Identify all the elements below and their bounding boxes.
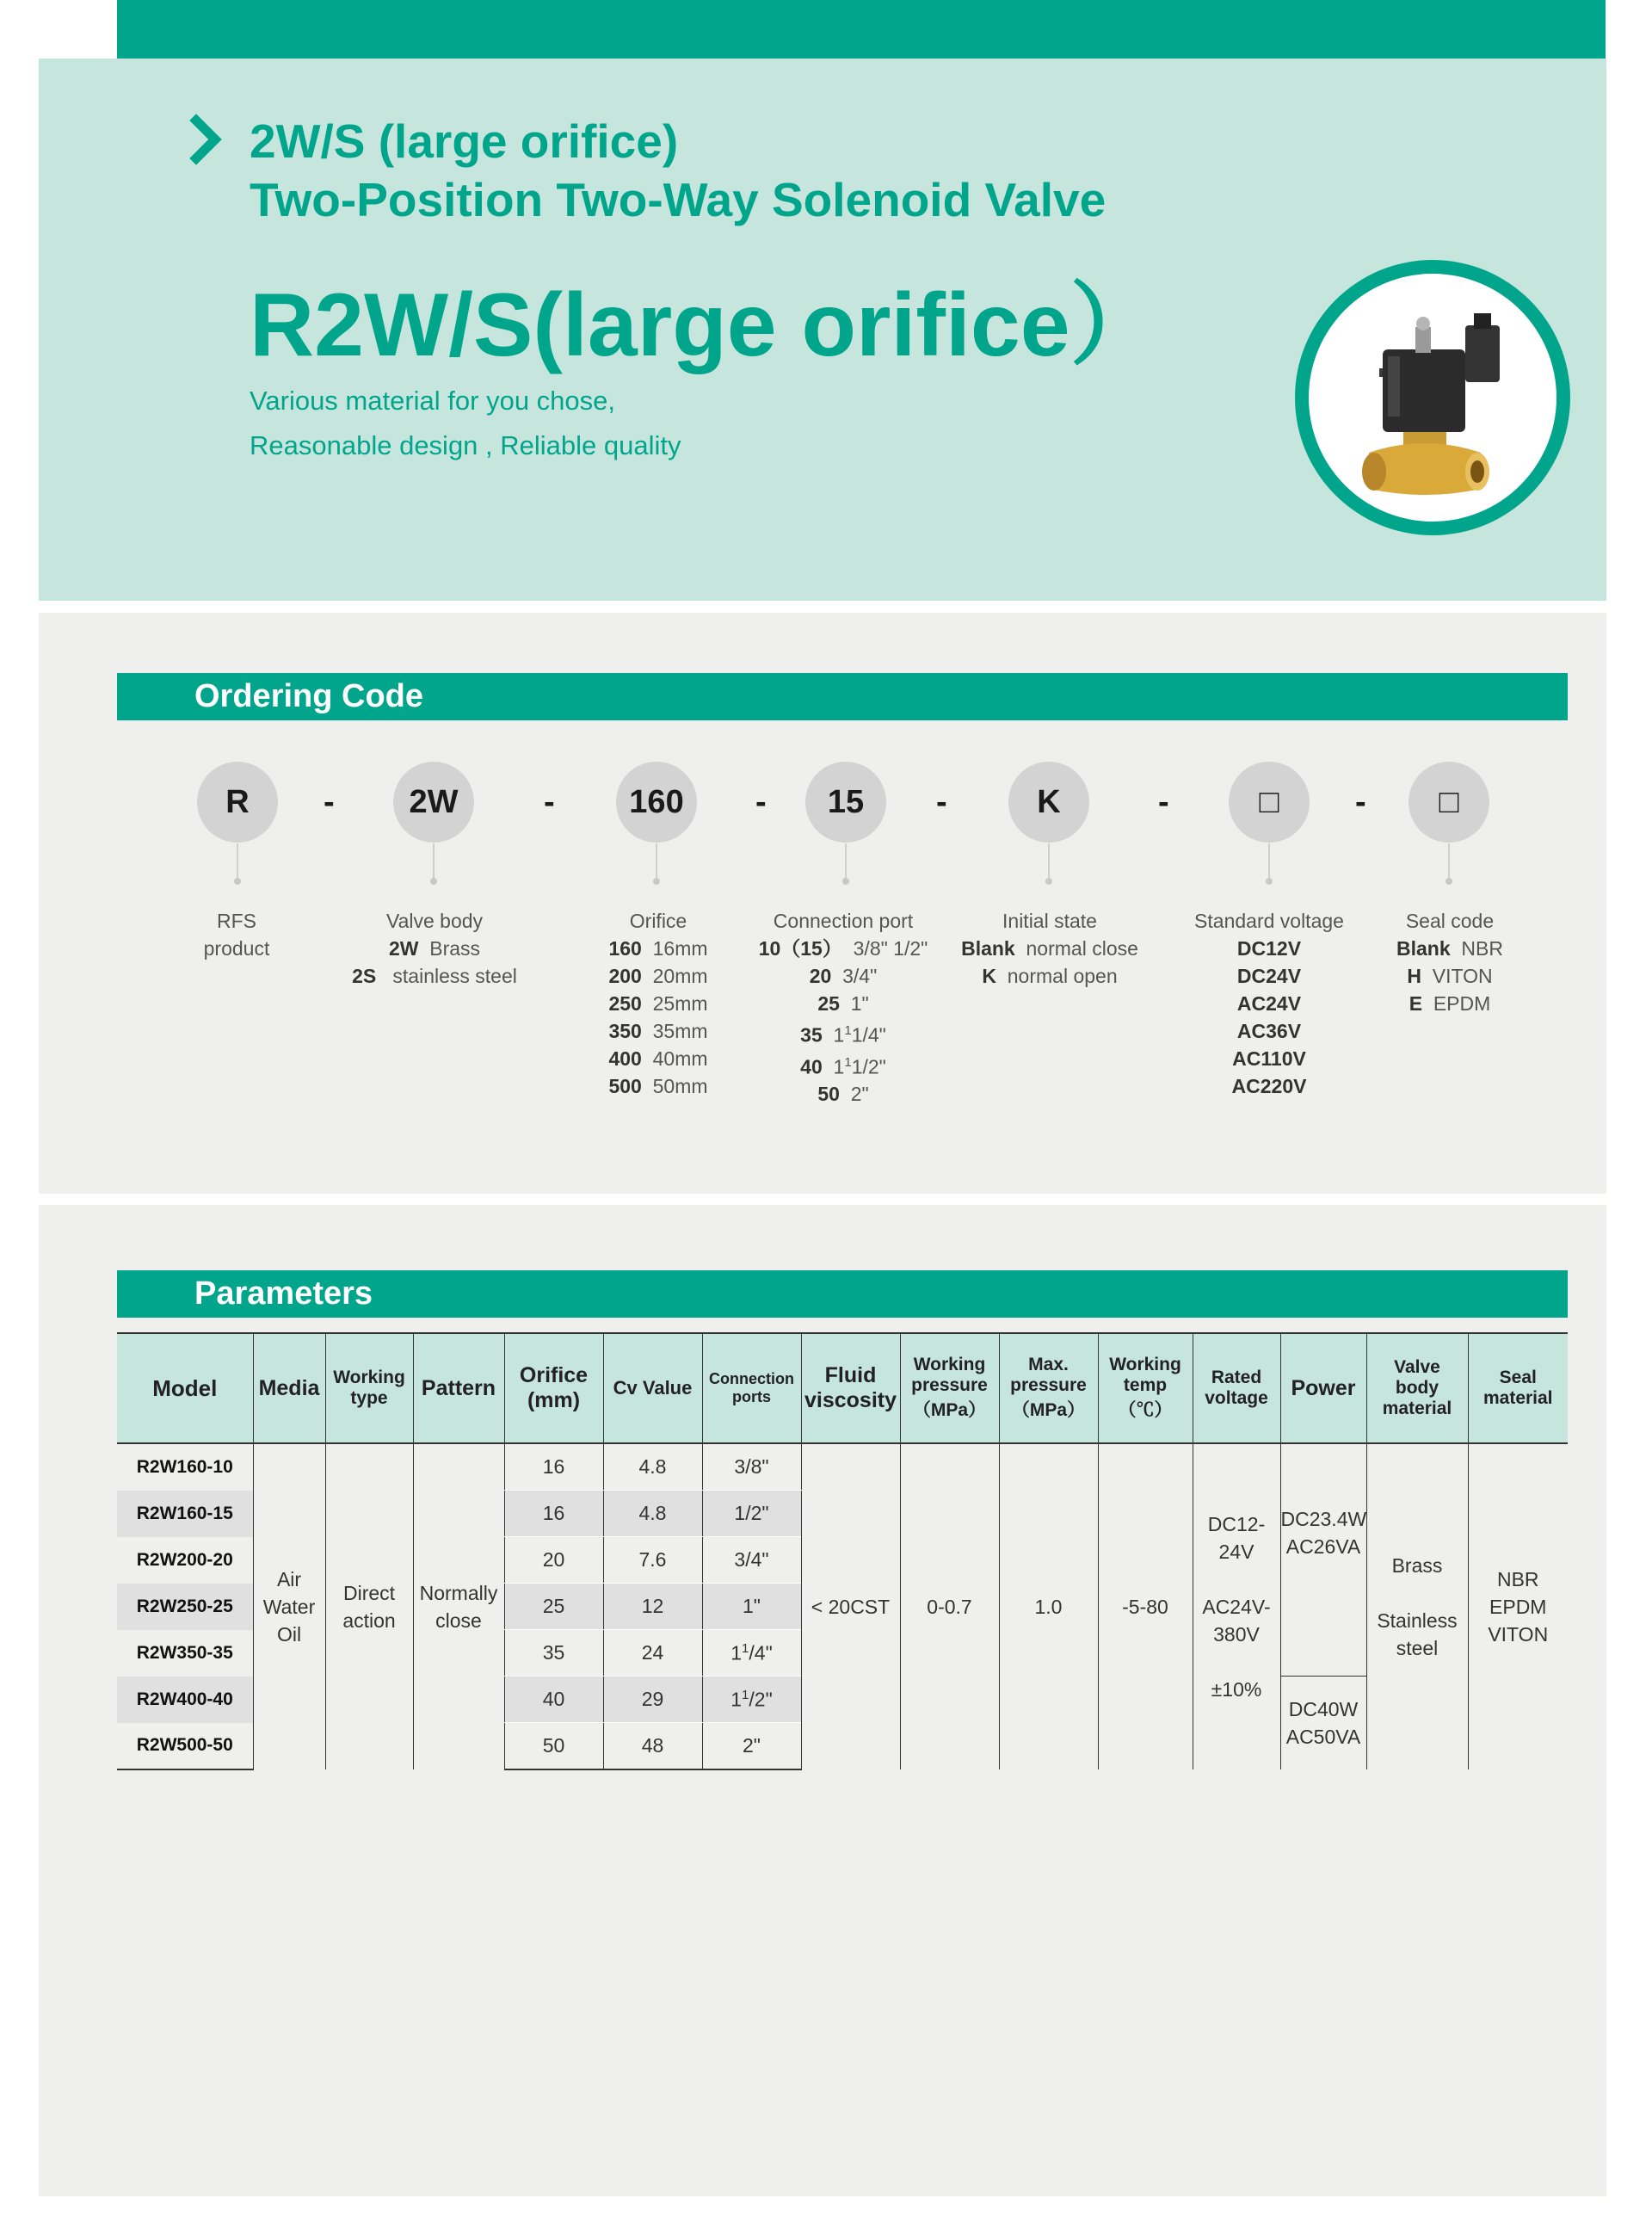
tagline-line-2: Reasonable design , Reliable quality — [250, 430, 681, 460]
col-connection-ports: Connection ports — [702, 1333, 801, 1443]
cell-cv: 4.8 — [603, 1443, 702, 1491]
legend-valve-body — [340, 907, 529, 990]
col-pattern: Pattern — [413, 1333, 504, 1443]
cell-power-a: DC23.4W AC26VA — [1280, 1443, 1366, 1677]
cell-pattern: Normally close — [413, 1443, 504, 1769]
cell-seal: NBR EPDM VITON — [1468, 1443, 1568, 1769]
cell-model: R2W160-15 — [117, 1491, 253, 1537]
parameters-header — [117, 1270, 1568, 1318]
code-separator: - — [544, 784, 555, 820]
top-accent-band — [117, 0, 1606, 59]
col-orifice: Orifice (mm) — [504, 1333, 603, 1443]
code-connector-dot — [234, 878, 241, 885]
cell-cv: 48 — [603, 1723, 702, 1770]
legend-valve-body-title: Valve body — [385, 910, 484, 932]
legend-orifice-row: 250 25mm — [608, 992, 708, 1015]
legend-voltage — [1174, 907, 1364, 1100]
table-header-row — [117, 1333, 1568, 1443]
cell-port: $1^1/2$" — [702, 1677, 801, 1723]
cell-port: 3/4" — [702, 1537, 801, 1584]
col-max-pressure: Max. pressure （MPa） — [999, 1333, 1098, 1443]
code-connector-dot — [653, 878, 660, 885]
cell-fluid: < 20CST — [801, 1443, 900, 1769]
cell-orifice: 50 — [504, 1723, 603, 1770]
legend-valve-body-row: 2W Brass — [388, 937, 481, 960]
code-circle-connection: 15 — [805, 762, 886, 843]
legend-initial-title: Initial state — [1002, 910, 1097, 932]
col-cv-value: Cv Value — [603, 1333, 702, 1443]
product-image — [1309, 274, 1556, 522]
col-seal-material: Seal material — [1468, 1333, 1568, 1443]
legend-orifice-row: 500 50mm — [608, 1075, 708, 1097]
legend-rfs-line2: product — [203, 937, 270, 960]
col-model: Model — [117, 1333, 253, 1443]
code-circle-orifice: 160 — [616, 762, 697, 843]
chevron-right-icon — [189, 114, 224, 165]
cell-orifice: 35 — [504, 1630, 603, 1677]
code-separator: - — [324, 784, 335, 820]
legend-voltage-row: AC36V — [1236, 1020, 1302, 1042]
parameters-table — [117, 1332, 1568, 1770]
code-connector — [1268, 843, 1270, 878]
cell-orifice: 20 — [504, 1537, 603, 1584]
code-connector — [845, 843, 847, 878]
code-connector-dot — [1266, 878, 1273, 885]
parameters-title: Parameters — [194, 1275, 373, 1312]
legend-rfs — [151, 907, 323, 962]
cell-port: $1^1/4$" — [702, 1630, 801, 1677]
ordering-code-title: Ordering Code — [194, 678, 424, 714]
cell-cv: 29 — [603, 1677, 702, 1723]
legend-initial-row: K normal open — [982, 965, 1118, 987]
ordering-code-header — [117, 673, 1568, 720]
cell-model: R2W250-25 — [117, 1584, 253, 1630]
table-row — [117, 1443, 1568, 1491]
subtitle-line-1: 2W/S (large orifice) — [250, 114, 679, 168]
col-rated-voltage: Rated voltage — [1193, 1333, 1280, 1443]
code-separator: - — [936, 784, 947, 820]
legend-connection-title: Connection port — [773, 910, 914, 932]
legend-connection-row: 10（15） 3/8" 1/2" — [758, 937, 928, 960]
cell-model: R2W500-50 — [117, 1723, 253, 1770]
code-separator: - — [1355, 784, 1366, 820]
code-circle-product: R — [197, 762, 278, 843]
legend-voltage-row: AC110V — [1232, 1047, 1306, 1070]
legend-connection — [749, 907, 938, 1108]
cell-model: R2W350-35 — [136, 1642, 233, 1663]
legend-connection-row: 35 $1^11/4$" — [800, 1023, 886, 1047]
legend-connection-row: 25 1" — [817, 992, 869, 1015]
cell-valve-body: Brass Stainless steel — [1366, 1443, 1468, 1769]
code-connector-dot — [1446, 878, 1452, 885]
cell-port: 2" — [702, 1723, 801, 1770]
legend-voltage-row: DC24V — [1236, 965, 1302, 987]
legend-orifice-title: Orifice — [629, 910, 687, 932]
code-connector-dot — [1045, 878, 1052, 885]
legend-initial-state — [955, 907, 1144, 990]
code-connector — [656, 843, 657, 878]
col-valve-body: Valve body material — [1366, 1333, 1468, 1443]
cell-orifice: 16 — [504, 1443, 603, 1491]
col-working-type: Working type — [325, 1333, 413, 1443]
cell-rated-voltage: DC12- 24V AC24V- 380V ±10% — [1193, 1443, 1280, 1769]
legend-voltage-row: AC220V — [1231, 1075, 1307, 1097]
cell-working-pressure: 0-0.7 — [900, 1443, 999, 1769]
cell-model: R2W200-20 — [136, 1549, 233, 1570]
legend-valve-body-row: 2S stainless steel — [352, 965, 517, 987]
legend-initial-row: Blank normal close — [961, 937, 1138, 960]
legend-orifice-row: 200 20mm — [608, 965, 708, 987]
legend-orifice-row: 350 35mm — [608, 1020, 708, 1042]
cell-working-type: Direct action — [325, 1443, 413, 1769]
legend-orifice — [585, 907, 731, 1100]
code-connector — [1448, 843, 1450, 878]
code-separator: - — [1158, 784, 1169, 820]
code-connector — [1048, 843, 1050, 878]
cell-cv: 12 — [603, 1584, 702, 1630]
col-working-pressure: Working pressure （MPa） — [900, 1333, 999, 1443]
legend-seal — [1377, 907, 1523, 1017]
code-circle-initial-state: K — [1008, 762, 1089, 843]
code-connector — [433, 843, 435, 878]
tagline-line-1: Various material for you chose, — [250, 386, 616, 416]
legend-seal-row: H VITON — [1407, 965, 1493, 987]
cell-port: 1" — [702, 1584, 801, 1630]
code-connector — [237, 843, 238, 878]
cell-orifice: 25 — [504, 1584, 603, 1630]
cell-model: R2W400-40 — [117, 1677, 253, 1723]
cell-orifice: 16 — [504, 1491, 603, 1537]
legend-connection-row: 50 2" — [817, 1083, 869, 1106]
solenoid-valve-illustration — [1309, 274, 1556, 522]
legend-seal-row: Blank NBR — [1396, 937, 1503, 960]
subtitle-line-2: Two-Position Two-Way Solenoid Valve — [250, 173, 1106, 226]
cell-working-temp: -5-80 — [1098, 1443, 1193, 1769]
legend-voltage-row: DC12V — [1236, 937, 1302, 960]
legend-orifice-row: 400 40mm — [608, 1047, 708, 1070]
code-circle-valve-body: 2W — [393, 762, 474, 843]
cell-max-pressure: 1.0 — [999, 1443, 1098, 1769]
col-fluid-viscosity: Fluid viscosity — [801, 1333, 900, 1443]
product-title: R2W/S(large orifice） — [250, 275, 1160, 375]
code-separator: - — [755, 784, 767, 820]
legend-orifice-row: 160 16mm — [608, 937, 708, 960]
cell-power-b: DC40W AC50VA — [1280, 1677, 1366, 1770]
cell-cv: 24 — [603, 1630, 702, 1677]
legend-rfs-line1: RFS — [217, 910, 256, 932]
code-circle-seal: □ — [1409, 762, 1489, 843]
code-connector-dot — [430, 878, 437, 885]
col-power: Power — [1280, 1333, 1366, 1443]
cell-port: 3/8" — [702, 1443, 801, 1491]
cell-cv: 7.6 — [603, 1537, 702, 1584]
legend-seal-title: Seal code — [1405, 910, 1495, 932]
col-working-temp: Working temp （℃） — [1098, 1333, 1193, 1443]
cell-orifice: 40 — [504, 1677, 603, 1723]
cell-port: 1/2" — [702, 1491, 801, 1537]
code-circle-voltage: □ — [1229, 762, 1310, 843]
legend-connection-row: 40 $1^11/2$" — [800, 1054, 886, 1078]
cell-model: R2W160-10 — [136, 1456, 233, 1477]
cell-cv: 4.8 — [603, 1491, 702, 1537]
legend-voltage-title: Standard voltage — [1194, 910, 1344, 932]
col-media: Media — [253, 1333, 325, 1443]
legend-connection-row: 20 3/4" — [809, 965, 878, 987]
code-connector-dot — [842, 878, 849, 885]
legend-seal-row: E EPDM — [1409, 992, 1491, 1015]
cell-media: Air Water Oil — [253, 1443, 325, 1769]
legend-voltage-row: AC24V — [1236, 992, 1302, 1015]
